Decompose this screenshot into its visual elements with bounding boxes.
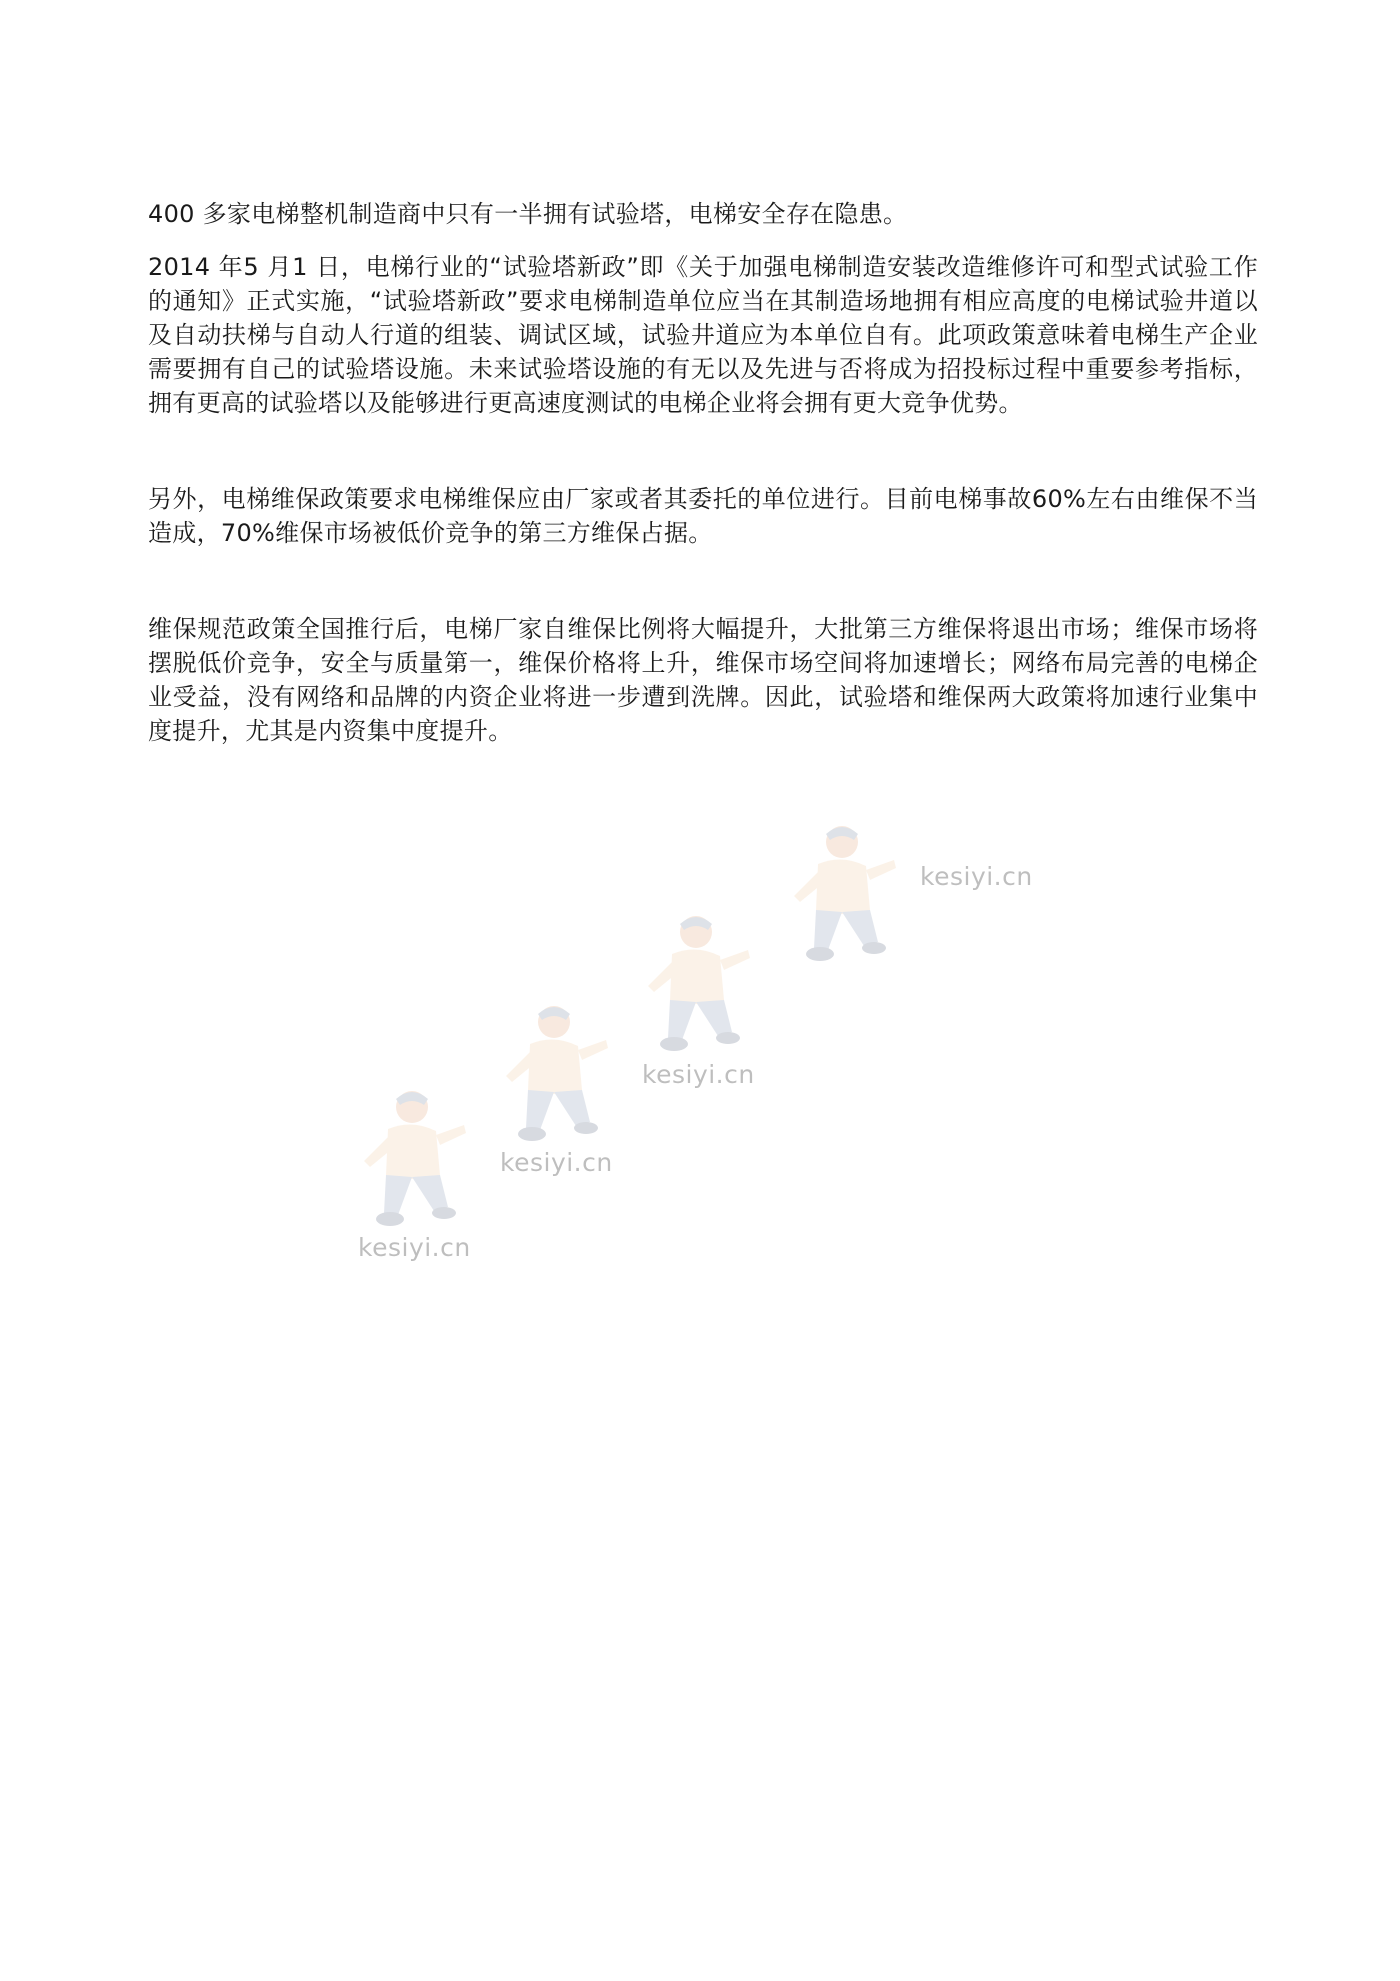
watermark-text-4: kesiyi.cn bbox=[920, 862, 1033, 891]
paragraph-1: 400 多家电梯整机制造商中只有一半拥有试验塔，电梯安全存在隐患。 bbox=[148, 200, 908, 228]
document-body bbox=[148, 197, 1258, 748]
paragraph-2: 2014 年5 月1 日，电梯行业的“试验塔新政”即《关于加强电梯制造安装改造维修许可和型式试验工作的通知》正式实施，“试验塔新政”要求电梯制造单位应当在其制造场地拥有相应高度的电梯试验井道以及自动扶梯与自动人行道的组装、调试区域，试验井道应为本单位自有。此项政策意味着电梯生产企业需要拥有自己的试验塔设施。未来试验塔设施的有无以及先进与否将成为招投标过程中重要参考指标，拥有更高的试验塔以及能够进行更高速度测试的电梯企业将会拥有更大竞争优势。 bbox=[148, 253, 1258, 417]
watermark-figure-1 bbox=[350, 1085, 470, 1235]
watermark-figure-2 bbox=[492, 1000, 612, 1150]
running-person-icon bbox=[492, 1000, 612, 1150]
running-person-icon bbox=[350, 1085, 470, 1235]
watermark-figure-3 bbox=[634, 910, 754, 1060]
watermark-text-2: kesiyi.cn bbox=[500, 1148, 613, 1177]
watermark-text-3: kesiyi.cn bbox=[642, 1060, 755, 1089]
running-person-icon bbox=[634, 910, 754, 1060]
paragraph-3: 另外，电梯维保政策要求电梯维保应由厂家或者其委托的单位进行。目前电梯事故60%左右由维保不当造成，70%维保市场被低价竞争的第三方维保占据。 bbox=[148, 485, 1258, 547]
paragraph-4: 维保规范政策全国推行后，电梯厂家自维保比例将大幅提升，大批第三方维保将退出市场；维保市场将摆脱低价竞争，安全与质量第一，维保价格将上升，维保市场空间将加速增长；网络布局完善的电梯企业受益，没有网络和品牌的内资企业将进一步遭到洗牌。因此，试验塔和维保两大政策将加速行业集中度提升，尤其是内资集中度提升。 bbox=[148, 615, 1258, 745]
running-person-icon bbox=[780, 820, 900, 970]
watermark-figure-4 bbox=[780, 820, 900, 970]
watermark-text-1: kesiyi.cn bbox=[358, 1233, 471, 1262]
